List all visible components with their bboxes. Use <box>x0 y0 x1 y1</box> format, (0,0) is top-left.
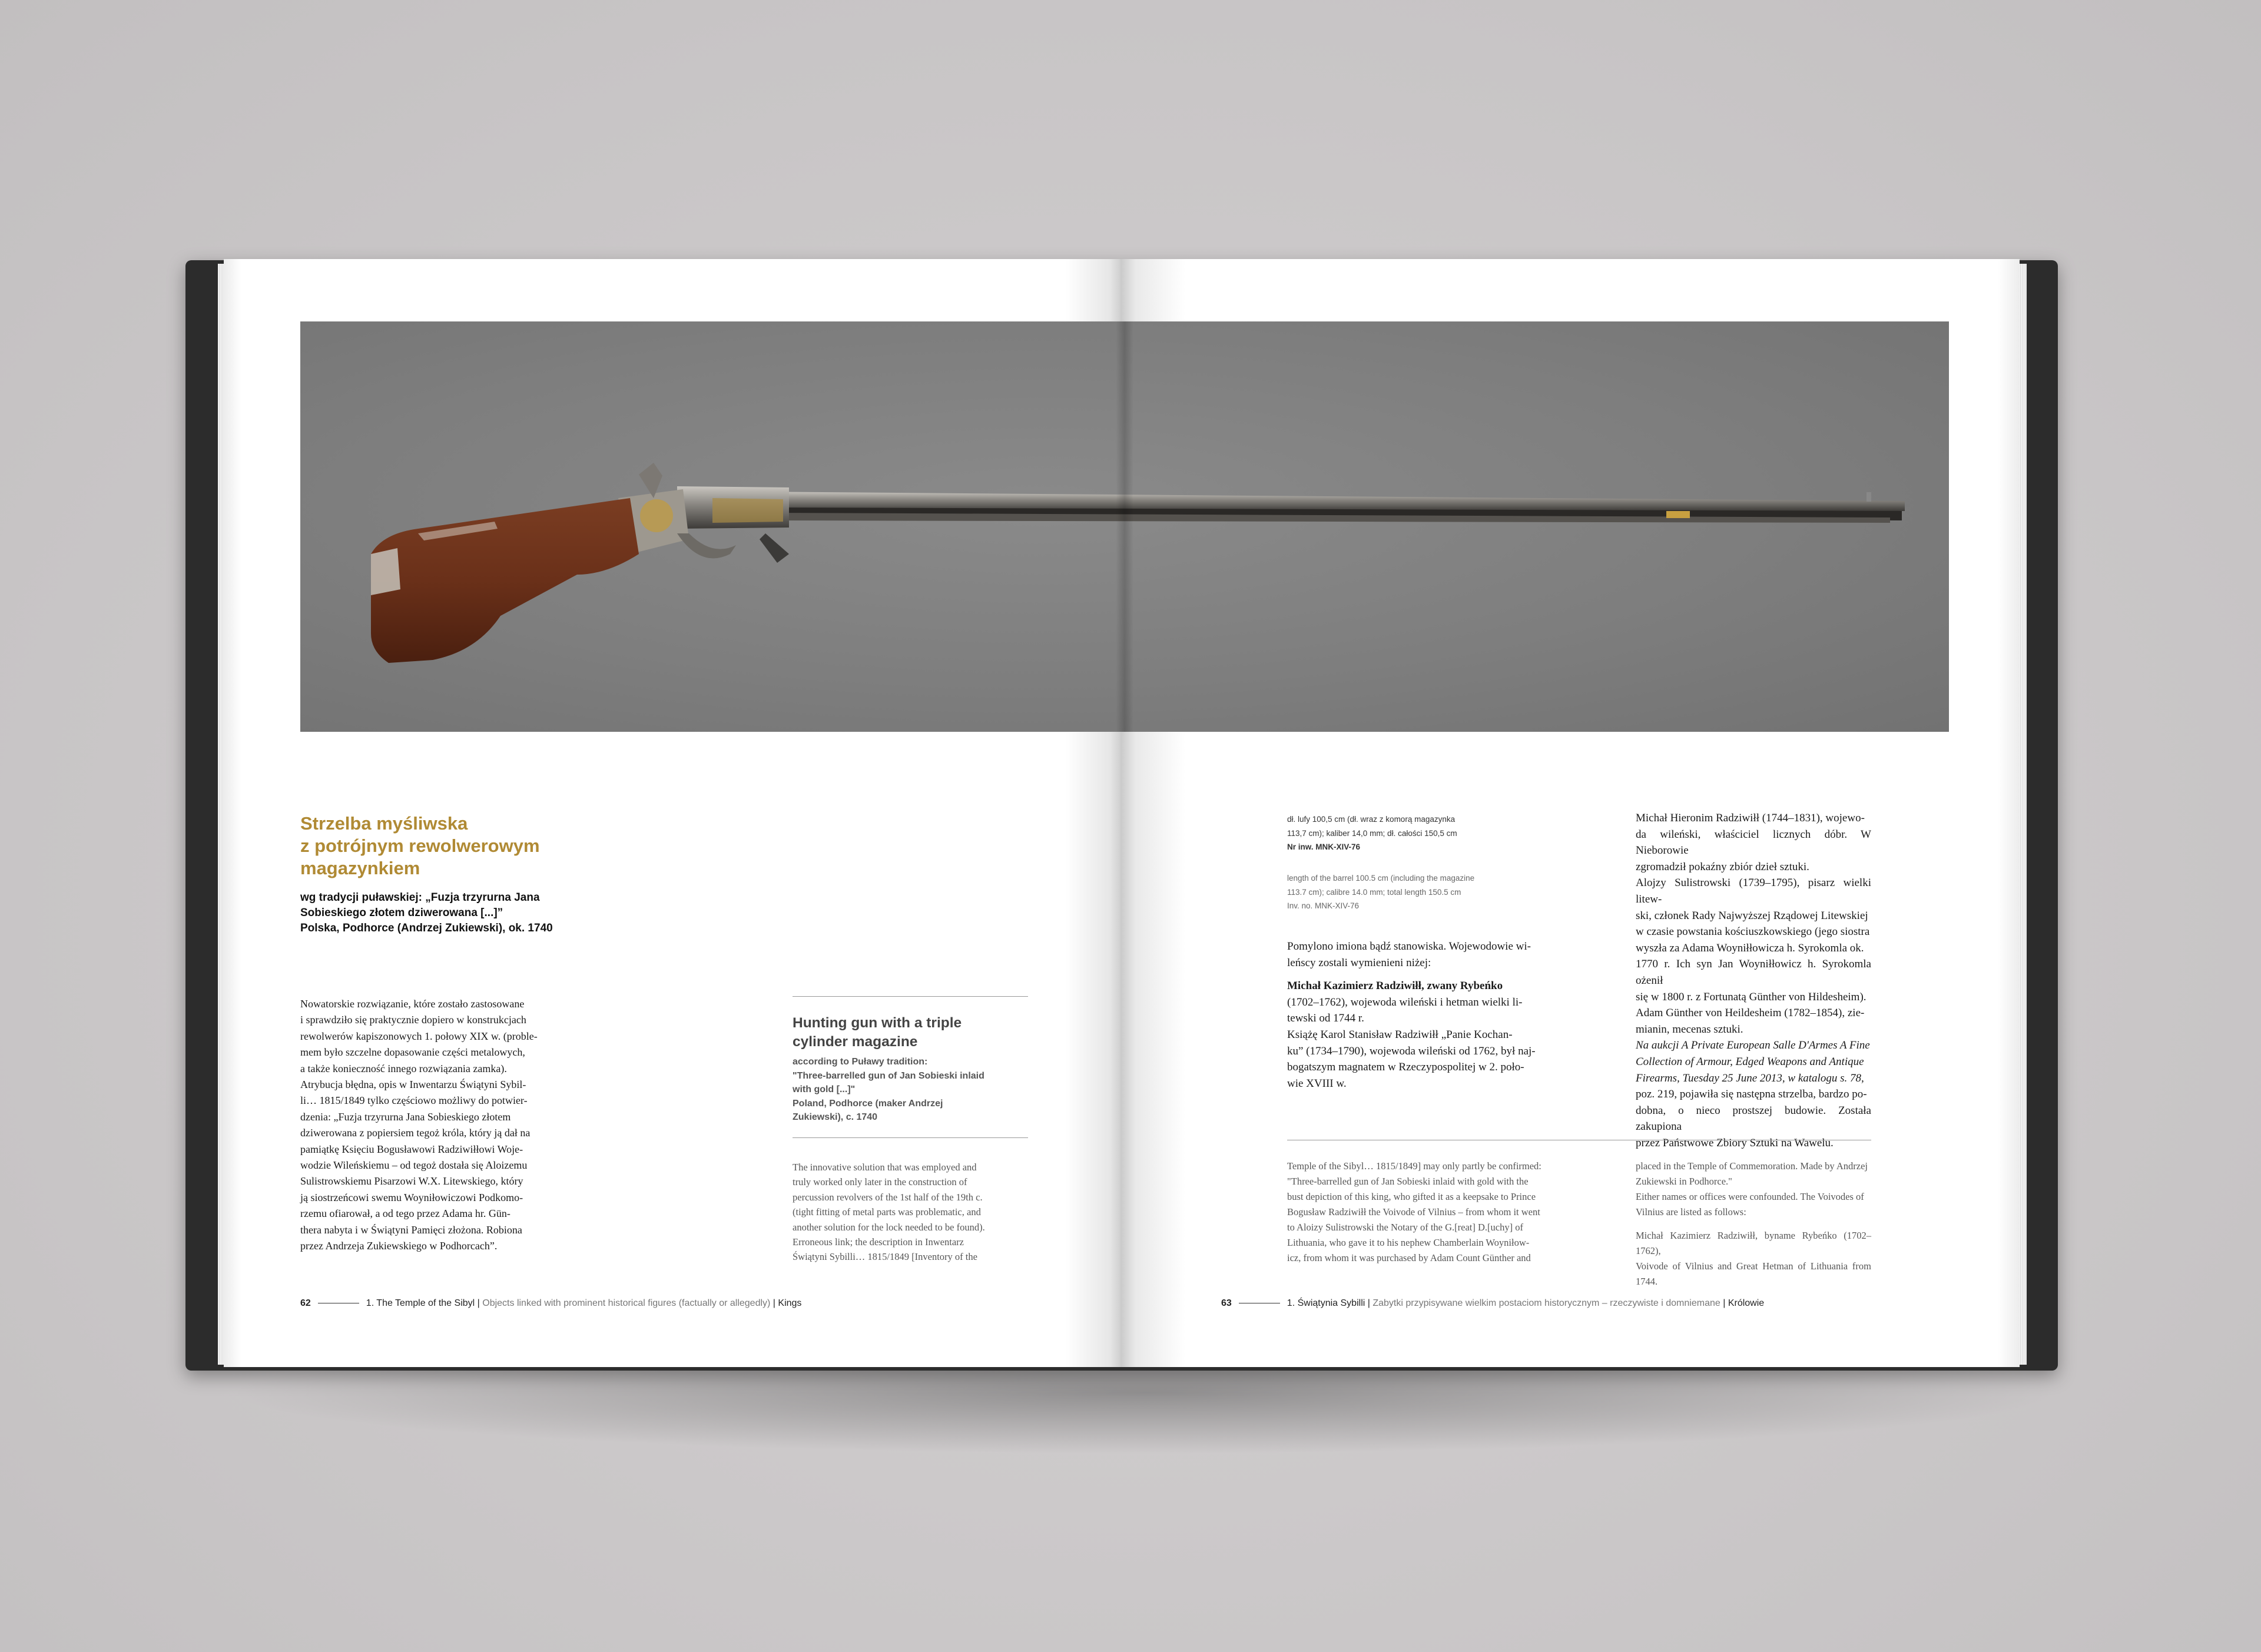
text-line: Firearms, Tuesday 25 June 2013, w katalogu s. 78, <box>1636 1072 1864 1084</box>
en-title-line: cylinder magazine <box>793 1034 918 1050</box>
en-line: icz, from whom it was purchased by Adam Count Günther and <box>1287 1252 1531 1263</box>
page-number: 62 <box>300 1298 311 1308</box>
en-line: Bogusław Radziwiłł the Voivode of Vilnius – from whom it went <box>1287 1206 1540 1218</box>
text-line: poz. 219, pojawiła się następna strzelba, bardzo po- <box>1636 1088 1867 1101</box>
en-sub-line: Poland, Podhorce (maker Andrzej <box>793 1098 943 1109</box>
text-line: dziwerowana z popiersiem tegoż króla, który ją dał na <box>300 1127 531 1139</box>
text-line: a także konieczność innego rozwiązania zamka). <box>300 1062 507 1074</box>
en-line: to Aloizy Sulistrowski the Notary of the G.[reat] D.[uchy] of <box>1287 1222 1523 1233</box>
text-line: ją siostrzeńcowi swemu Woyniłowiczowi Podkomo- <box>300 1191 523 1203</box>
text-line: tewski od 1744 r. <box>1287 1012 1364 1025</box>
text-line: wyszła za Adama Woyniłłowicza h. Syrokomla ok. <box>1636 941 1864 954</box>
polish-notes-col2 <box>1636 810 1871 1151</box>
text-line: mianin, mecenas sztuki. <box>1636 1023 1743 1036</box>
text-line: dzenia: „Fuzja trzyrurna Jana Sobieskiego złotem <box>300 1110 511 1123</box>
en-sub-line: with gold [...]" <box>793 1084 856 1094</box>
text-line: leńscy zostali wymienieni niżej: <box>1287 956 1431 969</box>
folio-chapter: 1. Świątynia Sybilli <box>1287 1298 1365 1308</box>
en-line: Voivode of Vilnius and Great Hetman of Lithuania from 1744. <box>1636 1260 1871 1287</box>
text-line: przez Państwowe Zbiory Sztuki na Wawelu. <box>1636 1136 1834 1149</box>
entry-title <box>300 812 630 880</box>
text-line: Atrybucja błędna, opis w Inwentarzu Świątyni Sybil- <box>300 1079 526 1091</box>
en-sub-line: Zukiewski), c. 1740 <box>793 1112 878 1122</box>
text-line: Alojzy Sulistrowski (1739–1795), pisarz wielki litew- <box>1636 877 1871 905</box>
polish-description <box>300 996 654 1255</box>
folio-section: Zabytki przypisywane wielkim postaciom historycznym – rzeczywiste i domniemane <box>1372 1298 1720 1308</box>
english-title <box>793 1014 1028 1051</box>
text-line: w czasie powstania kościuszkowskiego (jego siostra <box>1636 925 1870 938</box>
title-line: z potrójnym rewolwerowym <box>300 835 540 856</box>
english-body-rule <box>793 1137 1028 1138</box>
en-line: Świątyni Sybilli… 1815/1849 [Inventory of the <box>793 1251 977 1263</box>
meta-line: Inv. no. MNK-XIV-76 <box>1287 901 1360 910</box>
en-line: bust depiction of this king, who gifted it as a keepsake to Prince <box>1287 1191 1536 1202</box>
subtitle-line: Sobieskiego złotem dziwerowana [...]” <box>300 907 503 919</box>
text-line: da wileński, właściciel licznych dóbr. W Nieborowie <box>1636 828 1871 857</box>
object-metadata-en <box>1287 871 1546 913</box>
folio-section: Objects linked with prominent historical figures (factually or allegedly) <box>482 1298 771 1308</box>
text-line: i sprawdziło się praktycznie dopiero w konstrukcjach <box>300 1014 526 1026</box>
text-line: wodzie Wileńskiemu – od tegoż dostała się Aloizemu <box>300 1159 528 1172</box>
folio-subsection: Królowie <box>1728 1298 1765 1308</box>
text-line: mem było szczelne dopasowanie części metalowych, <box>300 1046 525 1059</box>
text-line: Książę Karol Stanisław Radziwiłł „Panie Kochan- <box>1287 1028 1513 1041</box>
page-number: 63 <box>1221 1298 1232 1308</box>
text-line: dobna, o nieco prostszej budowie. Została zakupiona <box>1636 1104 1871 1133</box>
en-sub-line: according to Puławy tradition: <box>793 1057 928 1067</box>
en-title-line: Hunting gun with a triple <box>793 1015 962 1031</box>
en-line: The innovative solution that was employed and <box>793 1162 977 1173</box>
folio-subsection: Kings <box>778 1298 802 1308</box>
en-line: Either names or offices were confounded. The Voivodes of <box>1636 1191 1864 1202</box>
text-line: bogatszym magnatem w Rzeczypospolitej w 2. poło- <box>1287 1061 1524 1074</box>
text-line: wie XVIII w. <box>1287 1077 1347 1090</box>
en-sub-line: "Three-barrelled gun of Jan Sobieski inlaid <box>793 1070 984 1081</box>
text-line: Pomylono imiona bądź stanowiska. Wojewodowie wi- <box>1287 940 1531 953</box>
text-line: Michał Kazimierz Radziwiłł, zwany Rybeńko <box>1287 980 1503 993</box>
text-line: przez Andrzeja Zukiewskiego w Podhorcach”. <box>300 1240 498 1252</box>
text-line: 1770 r. Ich syn Jan Woyniłłowicz h. Syrokomla ożenił <box>1636 958 1871 987</box>
text-line: ku” (1734–1790), wojewoda wileński od 1762, był naj- <box>1287 1044 1536 1057</box>
left-page-folio: 62 1. The Temple of the Sibyl | Objects linked with prominent historical figures (factually or allegedly) | Kings <box>300 1298 802 1308</box>
polish-notes-col1 <box>1287 938 1552 1092</box>
text-line: rzemu ofiarował, a od tego przez Adama hr. Gün- <box>300 1208 510 1220</box>
text-line: li… 1815/1849 tylko częściowo możliwy do potwier- <box>300 1094 528 1107</box>
en-line: Michał Kazimierz Radziwiłł, byname Rybeńko (1702–1762), <box>1636 1230 1871 1256</box>
english-section-rule <box>793 996 1028 997</box>
text-line: zgromadził pokaźny zbiór dzieł sztuki. <box>1636 860 1809 873</box>
page-edges-right <box>2018 264 2027 1365</box>
title-line: Strzelba myśliwska <box>300 813 468 834</box>
meta-line: dł. lufy 100,5 cm (dł. wraz z komorą magazynka <box>1287 815 1456 824</box>
text-line: ski, członek Rady Najwyższej Rządowej Litewskiej <box>1636 909 1868 922</box>
en-line: placed in the Temple of Commemoration. Made by Andrzej <box>1636 1160 1868 1172</box>
text-line: Adam Günther von Heildesheim (1782–1854), zie- <box>1636 1007 1865 1020</box>
en-line: percussion revolvers of the 1st half of the 19th c. <box>793 1191 983 1203</box>
text-line: Nowatorskie rozwiązanie, które zostało zastosowane <box>300 998 525 1010</box>
english-notes-col2 <box>1636 1159 1871 1289</box>
en-line: Temple of the Sibyl… 1815/1849] may only partly be confirmed: <box>1287 1160 1541 1172</box>
en-line: Vilnius are listed as follows: <box>1636 1206 1746 1218</box>
meta-line: 113.7 cm); calibre 14.0 mm; total length 150.5 cm <box>1287 887 1461 897</box>
subtitle-line: wg tradycji puławskiej: „Fuzja trzyrurna Jana <box>300 891 540 904</box>
meta-line: length of the barrel 100.5 cm (including the magazine <box>1287 874 1475 883</box>
folio-chapter: 1. The Temple of the Sibyl <box>366 1298 475 1308</box>
text-line: się w 1800 r. z Fortunatą Günther von Hildesheim). <box>1636 990 1867 1003</box>
title-line: magazynkiem <box>300 858 420 878</box>
text-line <box>1287 971 1552 978</box>
text-line: Sulistrowskiemu Pisarzowi W.X. Litewskiego, który <box>300 1175 523 1187</box>
en-line: truly worked only later in the construction of <box>793 1176 967 1188</box>
text-line: rewolwerów kapiszonowych 1. połowy XIX w. (proble- <box>300 1030 538 1042</box>
en-line: Lithuania, who gave it to his nephew Chamberlain Woyniłow- <box>1287 1237 1530 1248</box>
text-line: (1702–1762), wojewoda wileński i hetman wielki li- <box>1287 996 1523 1009</box>
en-line: Erroneous link; the description in Inwentarz <box>793 1236 964 1248</box>
text-line: thera nabyta i w Świątyni Pamięci złożona. Robiona <box>300 1223 522 1236</box>
en-line <box>1636 1220 1871 1228</box>
en-line: another solution for the lock needed to be found). <box>793 1221 985 1233</box>
text-line: pamiątkę Księciu Bogusławowi Radziwiłłowi Woje- <box>300 1143 523 1155</box>
subtitle-line: Polska, Podhorce (Andrzej Zukiewski), ok. 1740 <box>300 922 553 934</box>
en-line: "Three-barrelled gun of Jan Sobieski inlaid with gold with the <box>1287 1176 1529 1187</box>
text-line: Collection of Armour, Edged Weapons and Antique <box>1636 1055 1864 1068</box>
en-line: Zukiewski in Podhorce." <box>1636 1176 1732 1187</box>
english-notes-col1 <box>1287 1159 1552 1266</box>
spread-fold-shadow <box>1116 321 1133 732</box>
en-line: (tight fitting of metal parts was problematic, and <box>793 1206 981 1218</box>
object-metadata-pl <box>1287 812 1546 854</box>
text-line: Na aukcji A Private European Salle D'Armes A Fine <box>1636 1039 1870 1052</box>
meta-line: 113,7 cm); kaliber 14,0 mm; dł. całości 150,5 cm <box>1287 828 1457 838</box>
inventory-number: Nr inw. MNK-XIV-76 <box>1287 842 1361 851</box>
english-description <box>793 1160 1028 1265</box>
entry-subtitle <box>300 890 630 936</box>
english-subtitle <box>793 1055 1040 1124</box>
right-page-folio: 63 1. Świątynia Sybilli | Zabytki przypisywane wielkim postaciom historycznym – rzeczywiste i domniemane | Królowie <box>1221 1298 1765 1308</box>
text-line: Michał Hieronim Radziwiłł (1744–1831), wojewo- <box>1636 812 1865 824</box>
